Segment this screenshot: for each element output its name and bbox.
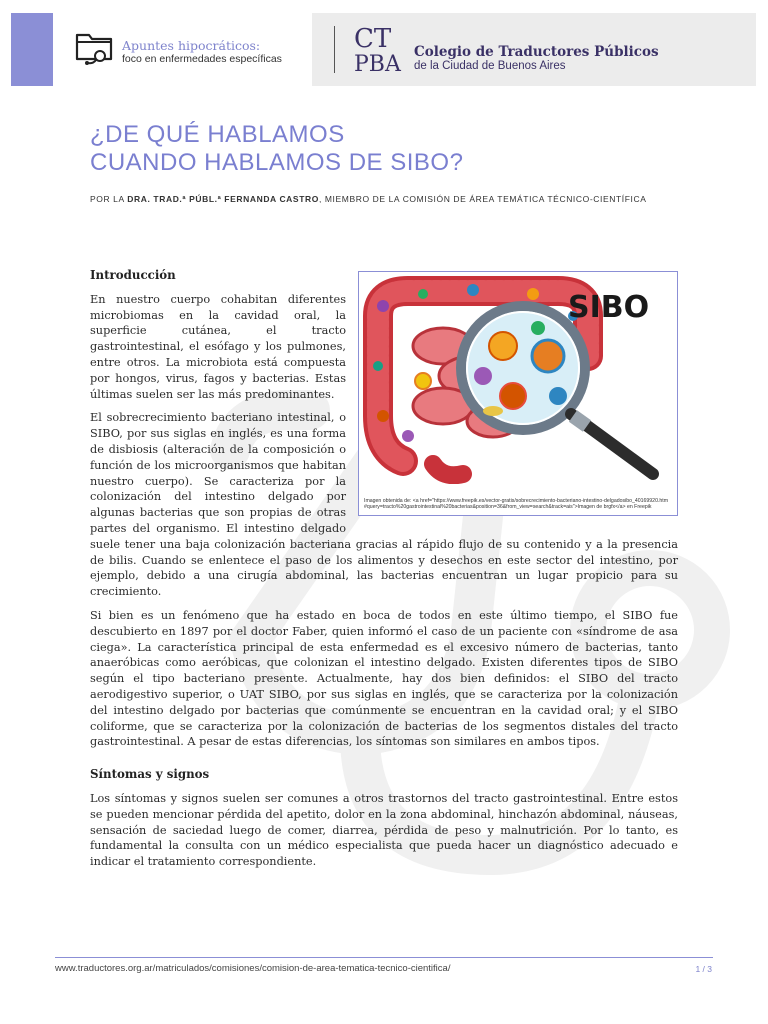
byline-author: DRA. TRAD.ª PÚBL.ª FERNANDA CASTRO	[127, 194, 319, 204]
byline-prefix: POR LA	[90, 194, 128, 204]
folder-stethoscope-icon	[74, 26, 114, 66]
header-divider	[334, 26, 335, 73]
header-accent-bar	[11, 13, 53, 86]
series-title: Apuntes hipocráticos:	[122, 38, 261, 53]
intro-paragraph-1: En nuestro cuerpo cohabitan diferentes microbiomas en la cavidad oral, la superficie cutánea, el tracto gastrointestinal, el esófago y los pulmones, entre otros. La microbiota está compuesta por hongos, virus, fagos y bacterias. Estas últimas suelen ser las más predominantes.	[90, 292, 346, 401]
college-name: Colegio de Traductores Públicos	[414, 44, 659, 60]
intro-heading: Introducción	[90, 268, 176, 282]
sibo-illustration	[363, 276, 673, 484]
sibo-figure	[358, 271, 678, 516]
symptoms-heading: Síntomas y signos	[90, 767, 210, 782]
page-number: 1 / 3	[695, 964, 712, 974]
ctpba-logo	[352, 23, 410, 75]
college-header	[312, 13, 756, 86]
intro-paragraph-3: Si bien es un fenómeno que ha estado en boca de todos en este último tiempo, el SIBO fue descubierto en 1897 por el doctor Faber, quien informó el caso de un paciente con «síndrome de asa ciega». La característica principal de esta enfermedad es el excesivo número de bacterias, tanto anaeróbicas como aeróbicas, que colonizan el intestino delgado. Existen diferentes tipos de SIBO según el tipo bacteriano presente. Actualmente, hay dos bien definidos: el SIBO del tracto aerodigestivo superior, o UAT SIBO, por sus siglas en inglés, que se caracteriza por la colonización del intestino delgado por bacterias que comúnmente se encuentran en la cavidad oral; y el SIBO coliforme, que se caracteriza por la colonización de bacterias de los segmentos distales del tracto gastrointestinal. A pesar de estas diferencias, los síntomas son similares en ambos tipos.	[90, 608, 678, 749]
article-body	[90, 268, 678, 878]
title-line-2: CUANDO HABLAMOS DE SIBO?	[90, 149, 464, 176]
sibo-label: SIBO	[568, 290, 650, 325]
logo-text-top: CT	[354, 24, 392, 54]
byline	[90, 194, 647, 204]
symptoms-paragraph: Los síntomas y signos suelen ser comunes a otros trastornos del tracto gastrointestinal. Entre estos se pueden mencionar pérdida del apetito, dolor en la zona abdominal, hinchazón abdominal, náuseas, sensación de saciedad luego de comer, diarrea, pérdida de peso y malnutrición. Por lo tanto, es fundamental la consulta con un médico especialista que pueda hacer un diagnóstico adecuado e indicar el tratamiento correspondiente.	[90, 791, 678, 869]
page-title	[90, 121, 463, 177]
footer-url-link[interactable]: www.traductores.org.ar/matriculados/comisiones/comision-de-area-tematica-tecnico-cientifica/	[55, 963, 451, 974]
byline-suffix: , MIEMBRO DE LA COMISIÓN DE ÁREA TEMÁTICA TÉCNICO-CIENTÍFICA	[318, 194, 647, 204]
series-subtitle: foco en enfermedades específicas	[122, 53, 282, 65]
college-city: de la Ciudad de Buenos Aires	[414, 60, 566, 72]
figure-caption: Imagen obtenida de: <a href="https://www.freepik.es/vector-gratis/sobrecrecimiento-bacteriano-intestino-delgadosibo_40169920.htm#query=tracto%20gastrointestinal%20bacterias&position=36&from_view=search&track=ais">Imagen de brgfx</a> en Freepik	[364, 497, 669, 511]
logo-text-bottom: PBA	[354, 52, 401, 75]
series-header	[70, 20, 305, 78]
intro-paragraph-2: El sobrecrecimiento bacteriano intestinal, o SIBO, por sus siglas en inglés, es una forma de disbiosis (alteración de la composición o función de los microorganismos que habitan nuestro cuerpo). Se caracteriza por la colonización del intestino delgado por algunas bacterias que son propias de otras partes del organismo. El intestino delgado suele tener una baja colonización bacteriana gracias al rápido flujo de su contenido y a la presencia de bilis. Cuando se enlentece el paso de los alimentos y desechos en este sector del intestino, por ejemplo, debido a una cirugía abdominal, las bacterias encuentran un lugar propicio para su crecimiento.	[90, 411, 678, 599]
title-line-1: ¿DE QUÉ HABLAMOS	[90, 121, 345, 148]
footer-divider	[55, 957, 713, 958]
